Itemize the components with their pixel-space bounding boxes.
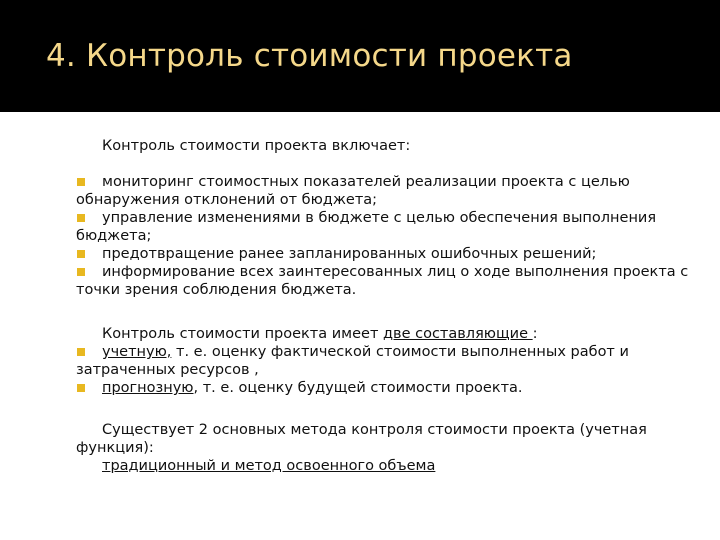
list-item bbox=[76, 379, 696, 397]
list-item bbox=[76, 343, 696, 379]
forecast-link[interactable]: прогнозную bbox=[102, 380, 194, 396]
square-bullet-icon bbox=[77, 214, 85, 222]
slide-title: 4. Контроль стоимости проекта bbox=[46, 38, 573, 74]
list-item bbox=[76, 209, 696, 245]
section3-methods bbox=[76, 457, 696, 475]
square-bullet-icon bbox=[77, 268, 85, 276]
section1-list bbox=[76, 173, 696, 299]
list-item-text: управление изменениями в бюджете с целью обеспечения выполнения бюджета; bbox=[76, 210, 657, 244]
two-components-link[interactable]: две составляющие bbox=[383, 326, 533, 342]
section-two-components bbox=[76, 325, 696, 397]
list-item-text: т. е. оценку фактической стоимости выполненных работ и затраченных ресурсов , bbox=[76, 344, 629, 378]
square-bullet-icon bbox=[77, 348, 85, 356]
section2-intro bbox=[76, 325, 696, 343]
section2-intro-suffix: : bbox=[532, 326, 538, 342]
accounting-link[interactable]: учетную, bbox=[102, 344, 172, 360]
square-bullet-icon bbox=[77, 384, 85, 392]
list-item-text: предотвращение ранее запланированных ошибочных решений; bbox=[102, 246, 597, 262]
list-item bbox=[76, 245, 696, 263]
section1-intro: Контроль стоимости проекта включает: bbox=[102, 138, 411, 154]
square-bullet-icon bbox=[77, 178, 85, 186]
list-item bbox=[76, 173, 696, 209]
list-item-text: информирование всех заинтересованных лиц о ходе выполнения проекта с точки зрения соблюдения бюджета. bbox=[76, 264, 689, 298]
list-item bbox=[76, 263, 696, 299]
section-cost-control-includes bbox=[76, 137, 696, 299]
list-item-text: , т. е. оценку будущей стоимости проекта. bbox=[193, 380, 523, 396]
methods-link[interactable]: традиционный и метод освоенного объема bbox=[102, 458, 436, 474]
title-bar bbox=[0, 0, 720, 112]
square-bullet-icon bbox=[77, 250, 85, 258]
list-item-text: мониторинг стоимостных показателей реализации проекта с целью обнаружения отклонений от бюджета; bbox=[76, 174, 630, 208]
section-control-methods bbox=[76, 421, 696, 475]
section2-intro-prefix: Контроль стоимости проекта имеет bbox=[102, 326, 384, 342]
section3-intro: Существует 2 основных метода контроля стоимости проекта (учетная функция): bbox=[76, 422, 647, 456]
